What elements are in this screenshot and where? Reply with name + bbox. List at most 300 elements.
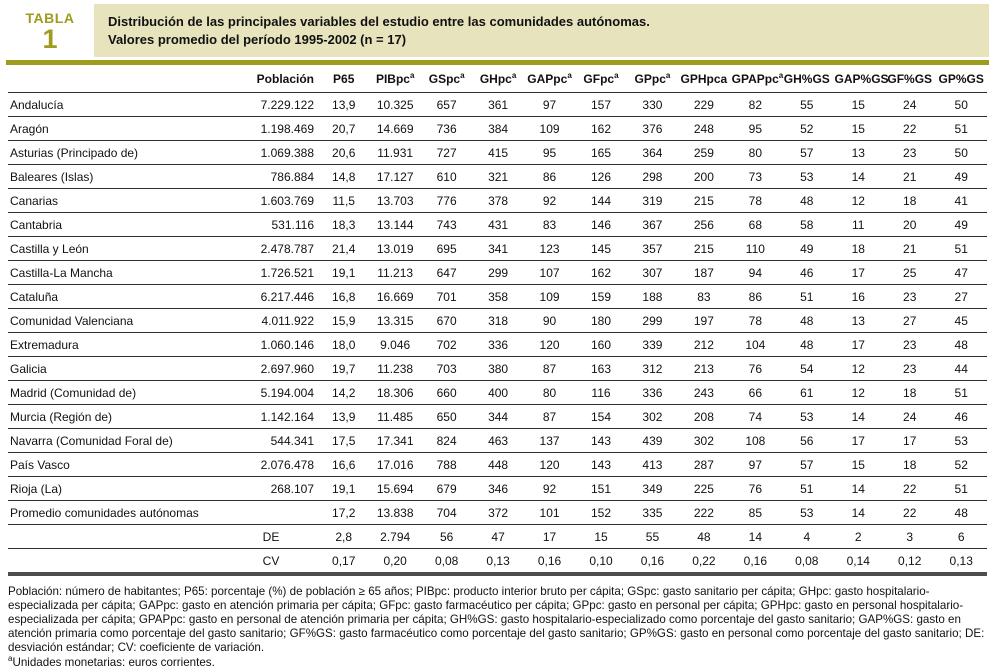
value-cell: 298 [627, 165, 678, 189]
column-header: GPpc$^a$ [627, 65, 678, 93]
column-header: P65 [318, 65, 369, 93]
value-cell: 18 [884, 189, 935, 213]
value-cell: 66 [730, 381, 781, 405]
value-cell: 15 [833, 93, 884, 117]
value-cell: 48 [781, 309, 832, 333]
value-cell: 110 [730, 237, 781, 261]
value-cell: 357 [627, 237, 678, 261]
value-cell: 650 [421, 405, 472, 429]
value-cell: 18.306 [369, 381, 420, 405]
value-cell: 10.325 [369, 93, 420, 117]
value-cell: 55 [781, 93, 832, 117]
value-cell: 61 [781, 381, 832, 405]
value-cell: 17.127 [369, 165, 420, 189]
value-cell: 824 [421, 429, 472, 453]
value-cell: 56 [421, 525, 472, 549]
value-cell: 24 [884, 93, 935, 117]
column-header: Población [232, 65, 318, 93]
region-name-cell: Galicia [8, 357, 232, 381]
value-cell: 188 [627, 285, 678, 309]
value-cell: 109 [524, 285, 575, 309]
value-cell: 372 [472, 501, 523, 525]
value-cell: 180 [575, 309, 626, 333]
population-cell: 1.069.388 [232, 141, 318, 165]
value-cell: 73 [730, 165, 781, 189]
value-cell: 97 [524, 93, 575, 117]
stat-label-cell: CV [262, 554, 280, 569]
value-cell: 95 [730, 117, 781, 141]
value-cell: 120 [524, 333, 575, 357]
column-header: GAPpc$^a$ [524, 65, 575, 93]
value-cell: 312 [627, 357, 678, 381]
region-name-cell: Murcia (Región de) [8, 405, 232, 429]
value-cell: 695 [421, 237, 472, 261]
value-cell: 21 [884, 165, 935, 189]
value-cell: 727 [421, 141, 472, 165]
value-cell: 0,10 [589, 554, 613, 569]
value-cell: 52 [781, 117, 832, 141]
value-cell: 364 [627, 141, 678, 165]
region-column-header-empty [8, 65, 232, 93]
population-cell: 2.697.960 [232, 357, 318, 381]
table-header [6, 4, 989, 57]
value-cell: 346 [472, 477, 523, 501]
value-cell: 19,1 [318, 261, 369, 285]
value-cell: 157 [575, 93, 626, 117]
value-cell: 49 [781, 237, 832, 261]
data-table [8, 65, 987, 572]
value-cell: 16 [833, 285, 884, 309]
value-cell: 657 [421, 93, 472, 117]
table-row [8, 165, 987, 189]
value-cell: 341 [472, 237, 523, 261]
table-row [8, 261, 987, 285]
table-row [8, 429, 987, 453]
value-cell: 431 [472, 213, 523, 237]
value-cell: 18 [884, 381, 935, 405]
table-row [8, 381, 987, 405]
table-row [8, 141, 987, 165]
superscript-marker: a [409, 71, 415, 81]
value-cell: 439 [627, 429, 678, 453]
value-cell: 49 [935, 165, 987, 189]
value-cell: 12 [833, 357, 884, 381]
column-header: GH%GS [781, 65, 832, 93]
table-row [8, 213, 987, 237]
value-cell: 104 [730, 333, 781, 357]
region-name-cell: Aragón [8, 117, 232, 141]
value-cell: 27 [884, 309, 935, 333]
value-cell: 14 [730, 525, 781, 549]
population-cell: 4.011.922 [232, 309, 318, 333]
column-header: GFpc$^a$ [575, 65, 626, 93]
value-cell: 51 [781, 477, 832, 501]
table-row [8, 117, 987, 141]
value-cell: 143 [575, 453, 626, 477]
value-cell: 378 [472, 189, 523, 213]
value-cell: 76 [730, 477, 781, 501]
value-cell: 23 [884, 357, 935, 381]
value-cell: 344 [472, 405, 523, 429]
value-cell: 200 [678, 165, 729, 189]
population-cell: 5.194.004 [232, 381, 318, 405]
value-cell: 87 [524, 357, 575, 381]
table-row [8, 477, 987, 501]
column-header: GSpc$^a$ [421, 65, 472, 93]
table-row [8, 525, 987, 549]
value-cell: 448 [472, 453, 523, 477]
value-cell: 788 [421, 453, 472, 477]
value-cell: 400 [472, 381, 523, 405]
value-cell: 248 [678, 117, 729, 141]
value-cell: 11.485 [369, 405, 420, 429]
population-cell [232, 501, 318, 525]
table-row [8, 309, 987, 333]
value-cell: 97 [730, 453, 781, 477]
value-cell: 92 [524, 477, 575, 501]
value-cell: 13 [833, 309, 884, 333]
value-cell: 53 [781, 501, 832, 525]
value-cell: 54 [781, 357, 832, 381]
value-cell: 299 [627, 309, 678, 333]
value-cell: 0,16 [743, 554, 768, 569]
table-row [8, 549, 987, 573]
value-cell: 116 [575, 381, 626, 405]
value-cell: 197 [678, 309, 729, 333]
population-cell: 268.107 [232, 477, 318, 501]
value-cell: 20 [884, 213, 935, 237]
value-cell: 11.238 [369, 357, 420, 381]
value-cell: 24 [884, 405, 935, 429]
value-cell: 0,13 [486, 554, 510, 569]
column-header: GF%GS [884, 65, 935, 93]
value-cell: 85 [730, 501, 781, 525]
value-cell: 57 [781, 141, 832, 165]
value-cell: 51 [935, 477, 987, 501]
region-name-cell: Navarra (Comunidad Foral de) [8, 429, 232, 453]
value-cell: 0,17 [332, 554, 356, 569]
population-cell: 7.229.122 [232, 93, 318, 117]
value-cell: 52 [935, 453, 987, 477]
value-cell: 53 [781, 405, 832, 429]
value-cell: 307 [627, 261, 678, 285]
badge-number: 1 [42, 23, 58, 54]
value-cell: 49 [935, 213, 987, 237]
value-cell: 11.931 [369, 141, 420, 165]
value-cell: 13,9 [318, 405, 369, 429]
value-cell: 108 [730, 429, 781, 453]
population-cell: 6.217.446 [232, 285, 318, 309]
column-header: GPHpca [678, 65, 729, 93]
column-header: GPAPpc$^a$ [730, 65, 781, 93]
value-cell: 76 [730, 357, 781, 381]
footnote-definitions: Población: número de habitantes; P65: porcentaje (%) de población ≥ 65 años; PIBpc: producto interior bruto per cápita; GSpc: gasto sanitario per cápita; GHpc: gasto hospitalario-especializada per cápita; GAPpc: gasto en atención primaria per cápita; GFpc: gasto farmacéutico per cápita; GPpc: gasto en personal per cápita; GPHpc: gasto en personal hospitalario-especializada per cápita; GPAPpc: gasto en personal de atención primaria per cápita; GH%GS: gasto hospitalario-especializado como porcentaje del gasto sanitario; GAP%GS: gasto en atención primaria como porcentaje del gasto sanitario; GF%GS: gasto farmacéutico como porcentaje del gasto sanitario; GP%GS: gasto en personal como porcentaje del gasto sanitario; DE: desviación estándar; CV: coeficiente de variación. [8, 585, 985, 654]
value-cell: 222 [678, 501, 729, 525]
value-cell: 287 [678, 453, 729, 477]
table-number-badge [6, 4, 94, 57]
value-cell: 144 [575, 189, 626, 213]
value-cell: 56 [781, 429, 832, 453]
table-row [8, 285, 987, 309]
value-cell: 152 [575, 501, 626, 525]
column-header-row [8, 65, 987, 93]
value-cell: 243 [678, 381, 729, 405]
superscript-marker: a [665, 71, 671, 81]
region-name-cell: Comunidad Valenciana [8, 309, 232, 333]
value-cell: 17 [833, 333, 884, 357]
value-cell: 58 [781, 213, 832, 237]
value-cell: 21,4 [318, 237, 369, 261]
value-cell: 229 [678, 93, 729, 117]
value-cell: 83 [524, 213, 575, 237]
region-name-cell [8, 549, 232, 573]
value-cell: 299 [472, 261, 523, 285]
value-cell: 361 [472, 93, 523, 117]
value-cell: 78 [730, 309, 781, 333]
population-cell: 2.076.478 [232, 453, 318, 477]
value-cell: 46 [935, 405, 987, 429]
value-cell: 610 [421, 165, 472, 189]
value-cell: 384 [472, 117, 523, 141]
value-cell: 776 [421, 189, 472, 213]
value-cell: 46 [781, 261, 832, 285]
value-cell: 143 [575, 429, 626, 453]
table-row [8, 357, 987, 381]
value-cell: 22 [884, 477, 935, 501]
value-cell: 413 [627, 453, 678, 477]
table-row [8, 501, 987, 525]
value-cell: 17 [833, 429, 884, 453]
value-cell: 349 [627, 477, 678, 501]
value-cell: 90 [524, 309, 575, 333]
region-name-cell: Promedio comunidades autónomas [8, 501, 232, 525]
badge-word: TABLA [25, 9, 75, 26]
value-cell: 380 [472, 357, 523, 381]
value-cell: 213 [678, 357, 729, 381]
value-cell: 702 [421, 333, 472, 357]
region-name-cell: Rioja (La) [8, 477, 232, 501]
value-cell: 11,5 [318, 189, 369, 213]
value-cell: 109 [524, 117, 575, 141]
superscript-marker: a [567, 71, 572, 81]
value-cell: 80 [524, 381, 575, 405]
value-cell: 17.016 [369, 453, 420, 477]
value-cell: 2 [833, 525, 884, 549]
value-cell: 376 [627, 117, 678, 141]
value-cell: 51 [781, 285, 832, 309]
value-cell: 82 [730, 93, 781, 117]
value-cell: 0,22 [692, 554, 716, 569]
population-cell: 1.198.469 [232, 117, 318, 141]
value-cell: 23 [884, 141, 935, 165]
value-cell: 92 [524, 189, 575, 213]
value-cell: 41 [935, 189, 987, 213]
value-cell: 18 [884, 453, 935, 477]
value-cell: 145 [575, 237, 626, 261]
value-cell: 18,0 [318, 333, 369, 357]
value-cell: 12 [833, 381, 884, 405]
table-row [8, 93, 987, 117]
value-cell: 101 [524, 501, 575, 525]
value-cell: 0,20 [383, 554, 407, 569]
value-cell: 23 [884, 285, 935, 309]
value-cell: 704 [421, 501, 472, 525]
value-cell: 159 [575, 285, 626, 309]
value-cell: 17 [884, 429, 935, 453]
value-cell: 0,08 [434, 554, 459, 569]
value-cell: 367 [627, 213, 678, 237]
column-header: GAP%GS [833, 65, 884, 93]
value-cell: 83 [678, 285, 729, 309]
superscript-marker: a [511, 71, 517, 81]
value-cell: 302 [678, 429, 729, 453]
value-cell: 20,7 [318, 117, 369, 141]
value-cell: 22 [884, 117, 935, 141]
value-cell: 6 [935, 525, 987, 549]
value-cell: 50 [935, 93, 987, 117]
value-cell: 154 [575, 405, 626, 429]
value-cell: 647 [421, 261, 472, 285]
value-cell: 19,1 [318, 477, 369, 501]
value-cell: 44 [935, 357, 987, 381]
column-header: GHpc$^a$ [472, 65, 523, 93]
value-cell: 55 [627, 525, 678, 549]
value-cell: 25 [884, 261, 935, 285]
value-cell: 17 [524, 525, 575, 549]
region-name-cell [8, 525, 232, 549]
value-cell: 336 [627, 381, 678, 405]
value-cell: 87 [524, 405, 575, 429]
value-cell: 47 [935, 261, 987, 285]
superscript-marker: a [460, 71, 465, 81]
value-cell: 670 [421, 309, 472, 333]
table-bottom-rule [8, 572, 987, 576]
value-cell: 0,14 [846, 554, 870, 569]
value-cell: 107 [524, 261, 575, 285]
value-cell: 48 [678, 525, 729, 549]
value-cell: 302 [627, 405, 678, 429]
table-title [94, 4, 989, 57]
value-cell: 19,7 [318, 357, 369, 381]
value-cell: 78 [730, 189, 781, 213]
value-cell: 0,12 [898, 554, 922, 569]
value-cell: 162 [575, 117, 626, 141]
population-cell: 1.060.146 [232, 333, 318, 357]
value-cell: 463 [472, 429, 523, 453]
value-cell: 13.315 [369, 309, 420, 333]
value-cell: 736 [421, 117, 472, 141]
footnote-units [8, 656, 987, 670]
value-cell: 22 [884, 501, 935, 525]
value-cell: 16,8 [318, 285, 369, 309]
value-cell: 358 [472, 285, 523, 309]
footnote-units-sup: a [8, 654, 13, 664]
value-cell: 9.046 [369, 333, 420, 357]
value-cell: 16.669 [369, 285, 420, 309]
value-cell: 48 [935, 333, 987, 357]
value-cell: 137 [524, 429, 575, 453]
value-cell: 0,13 [949, 554, 973, 569]
region-name-cell: Castilla y León [8, 237, 232, 261]
value-cell: 703 [421, 357, 472, 381]
value-cell: 12 [833, 189, 884, 213]
value-cell: 13.838 [369, 501, 420, 525]
value-cell: 13 [833, 141, 884, 165]
region-name-cell: Cataluña [8, 285, 232, 309]
value-cell: 18 [833, 237, 884, 261]
value-cell: 14.669 [369, 117, 420, 141]
population-cell: 1.142.164 [232, 405, 318, 429]
value-cell: 0,16 [537, 554, 562, 569]
value-cell: 13.703 [369, 189, 420, 213]
value-cell: 215 [678, 189, 729, 213]
value-cell: 146 [575, 213, 626, 237]
value-cell: 14 [833, 501, 884, 525]
population-cell: 786.884 [232, 165, 318, 189]
value-cell: 123 [524, 237, 575, 261]
value-cell: 212 [678, 333, 729, 357]
value-cell: 415 [472, 141, 523, 165]
value-cell: 53 [781, 165, 832, 189]
table-row [8, 405, 987, 429]
value-cell: 14,2 [318, 381, 369, 405]
value-cell: 259 [678, 141, 729, 165]
value-cell: 318 [472, 309, 523, 333]
value-cell: 86 [730, 285, 781, 309]
value-cell: 48 [781, 333, 832, 357]
value-cell: 57 [781, 453, 832, 477]
value-cell: 215 [678, 237, 729, 261]
superscript-marker: a [778, 71, 784, 81]
value-cell: 80 [730, 141, 781, 165]
value-cell: 68 [730, 213, 781, 237]
region-name-cell: Extremadura [8, 333, 232, 357]
value-cell: 21 [884, 237, 935, 261]
value-cell: 319 [627, 189, 678, 213]
value-cell: 4 [781, 525, 832, 549]
value-cell: 74 [730, 405, 781, 429]
value-cell: 50 [935, 141, 987, 165]
stat-label-cell: DE [232, 525, 318, 549]
value-cell: 0,16 [640, 554, 665, 569]
value-cell: 47 [472, 525, 523, 549]
value-cell: 165 [575, 141, 626, 165]
region-name-cell: País Vasco [8, 453, 232, 477]
value-cell: 225 [678, 477, 729, 501]
region-name-cell: Cantabria [8, 213, 232, 237]
value-cell: 16,6 [318, 453, 369, 477]
value-cell: 51 [935, 381, 987, 405]
value-cell: 701 [421, 285, 472, 309]
table-row [8, 237, 987, 261]
footnote-block [8, 585, 987, 669]
value-cell: 330 [627, 93, 678, 117]
value-cell: 86 [524, 165, 575, 189]
value-cell: 15.694 [369, 477, 420, 501]
value-cell: 45 [935, 309, 987, 333]
value-cell: 17,5 [318, 429, 369, 453]
value-cell: 27 [935, 285, 987, 309]
value-cell: 336 [472, 333, 523, 357]
table-title-line2: Valores promedio del período 1995-2002 (n = 17) [108, 32, 407, 48]
value-cell: 126 [575, 165, 626, 189]
population-cell: 531.116 [232, 213, 318, 237]
value-cell: 160 [575, 333, 626, 357]
value-cell: 14 [833, 165, 884, 189]
table-row [8, 189, 987, 213]
value-cell: 14 [833, 405, 884, 429]
value-cell: 0,08 [795, 554, 819, 569]
